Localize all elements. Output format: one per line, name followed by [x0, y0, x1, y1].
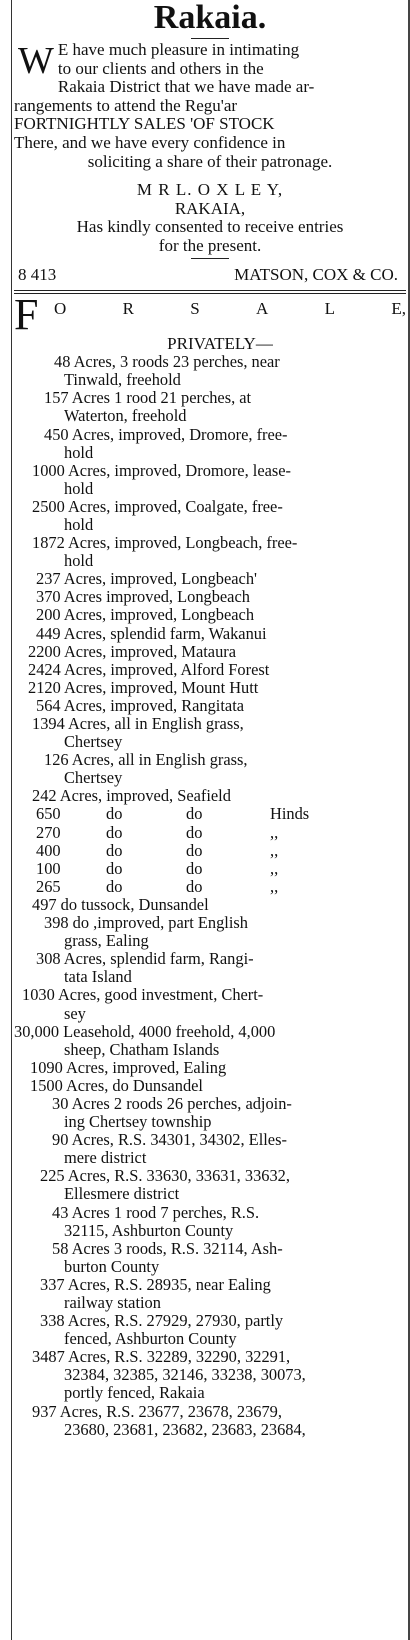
- spread-letter: E,: [391, 298, 406, 318]
- hinds-cell: 100: [36, 858, 61, 878]
- hinds-row: [14, 805, 406, 823]
- entry-line: 225 Acres, R.S. 33630, 33631, 33632,: [40, 1166, 290, 1186]
- entry-line: 58 Acres 3 roods, R.S. 32114, Ash-: [52, 1238, 283, 1258]
- spread-letters: [54, 297, 406, 319]
- for-sale-header: [14, 289, 406, 339]
- signature-row: [18, 265, 398, 285]
- entry-continuation: burton County: [64, 1256, 160, 1276]
- entry-line: 564 Acres, improved, Rangitata: [36, 695, 245, 715]
- notice-block: [14, 41, 406, 285]
- property-entry: [14, 534, 406, 570]
- hinds-cell: 400: [36, 840, 61, 860]
- entry-line: 242 Acres, improved, Seafield: [32, 786, 231, 806]
- column-divider: [11, 0, 12, 1640]
- notice-line: soliciting a share of their patronage.: [87, 151, 333, 171]
- entry-line: 30,000 Leasehold, 4000 freehold, 4,000: [14, 1021, 276, 1041]
- hinds-cell: ,,: [270, 822, 279, 842]
- entry-line: 1000 Acres, improved, Dromore, lease-: [32, 460, 291, 480]
- property-entry: [14, 353, 406, 389]
- property-list: [14, 896, 406, 1439]
- property-entry: [14, 1077, 406, 1095]
- entry-continuation: 32384, 32385, 32146, 33238, 30073,: [64, 1365, 306, 1385]
- agent-place: RAKAIA,: [174, 198, 246, 218]
- for-sale-block: [14, 289, 406, 1439]
- hinds-cell: ,,: [270, 840, 279, 860]
- notice-line: FORTNIGHTLY SALES 'OF STOCK: [14, 114, 275, 134]
- entry-line: 937 Acres, R.S. 23677, 23678, 23679,: [32, 1401, 282, 1421]
- entry-line: 1500 Acres, do Dunsandel: [30, 1075, 203, 1095]
- property-entry: [14, 643, 406, 661]
- entry-line: 30 Acres 2 roods 26 perches, adjoin-: [52, 1093, 292, 1113]
- entry-line: 1030 Acres, good investment, Chert-: [22, 985, 264, 1005]
- hinds-row: [14, 824, 406, 842]
- entry-line: 1090 Acres, improved, Ealing: [30, 1057, 227, 1077]
- spread-letter: R: [122, 298, 134, 318]
- property-entry: [14, 1240, 406, 1276]
- entry-line: 200 Acres, improved, Longbeach: [36, 605, 255, 625]
- entry-line: 1872 Acres, improved, Longbeach, free-: [32, 533, 298, 553]
- hinds-row: [14, 860, 406, 878]
- entry-continuation: hold: [64, 514, 94, 534]
- entry-continuation: Chertsey: [64, 768, 123, 788]
- notice-line: to our clients and others in the: [57, 58, 264, 78]
- entry-line: 370 Acres improved, Longbeach: [36, 587, 250, 607]
- hinds-cell: do: [106, 858, 123, 878]
- property-entry: [14, 1131, 406, 1167]
- hinds-cell: do: [106, 876, 123, 896]
- property-list: [14, 353, 406, 805]
- hinds-cell: do: [106, 804, 123, 824]
- entry-line: 449 Acres, splendid farm, Wakanui: [36, 623, 267, 643]
- property-entry: [14, 588, 406, 606]
- entry-line: 2424 Acres, improved, Alford Forest: [28, 659, 270, 679]
- property-entry: [14, 389, 406, 425]
- short-rule: [191, 258, 229, 259]
- property-entry: [14, 426, 406, 462]
- consent-line: Has kindly consented to receive entries: [76, 217, 344, 237]
- property-entry: [14, 570, 406, 588]
- entry-continuation: portly fenced, Rakaia: [64, 1383, 205, 1403]
- entry-line: 3487 Acres, R.S. 32289, 32290, 32291,: [32, 1347, 291, 1367]
- entry-line: 497 do tussock, Dunsandel: [32, 894, 209, 914]
- entry-line: 337 Acres, R.S. 28935, near Ealing: [40, 1274, 271, 1294]
- entry-line: 2200 Acres, improved, Mataura: [28, 641, 237, 661]
- spread-letter: A: [256, 298, 269, 318]
- drop-cap: W: [18, 40, 54, 82]
- entry-continuation: hold: [64, 551, 94, 571]
- property-entry: [14, 1204, 406, 1240]
- entry-continuation: Waterton, freehold: [64, 406, 187, 426]
- big-letter: F: [14, 289, 39, 339]
- property-entry: [14, 1095, 406, 1131]
- property-entry: [14, 625, 406, 643]
- entry-line: 398 do ,improved, part English: [44, 913, 248, 933]
- hinds-cell: do: [186, 858, 203, 878]
- hinds-cell: Hinds: [270, 804, 310, 824]
- entry-line: 48 Acres, 3 roods 23 perches, near: [54, 352, 280, 372]
- entry-continuation: railway station: [64, 1293, 161, 1312]
- hinds-table: [14, 805, 406, 895]
- property-entry: [14, 697, 406, 715]
- property-entry: [14, 751, 406, 787]
- entry-continuation: fenced, Ashburton County: [64, 1329, 237, 1349]
- hinds-cell: 650: [36, 804, 61, 824]
- spread-letter: L: [324, 298, 336, 318]
- entry-line: 2120 Acres, improved, Mount Hutt: [28, 677, 259, 697]
- property-entry: [14, 914, 406, 950]
- property-entry: [14, 715, 406, 751]
- property-entry: [14, 896, 406, 914]
- double-rule: [14, 290, 406, 294]
- agent-name: M R L. O X L E Y,: [136, 180, 284, 200]
- entry-line: 157 Acres 1 rood 21 perches, at: [44, 388, 252, 408]
- entry-line: 450 Acres, improved, Dromore, free-: [44, 424, 288, 444]
- entry-line: 43 Acres 1 rood 7 perches, R.S.: [52, 1202, 260, 1222]
- property-entry: [14, 679, 406, 697]
- property-entry: [14, 1059, 406, 1077]
- property-entry: [14, 950, 406, 986]
- entry-line: 126 Acres, all in English grass,: [44, 750, 248, 770]
- notice-line: Rakaia District that we have made ar-: [57, 77, 315, 97]
- consent-line: for the present.: [158, 235, 262, 255]
- property-entry: [14, 661, 406, 679]
- hinds-row: [14, 878, 406, 896]
- property-entry: [14, 606, 406, 624]
- short-rule: [191, 38, 229, 39]
- hinds-cell: do: [186, 804, 203, 824]
- property-entry: [14, 1276, 406, 1312]
- hinds-cell: do: [106, 840, 123, 860]
- property-entry: [14, 1348, 406, 1402]
- page-heading: Rakaia.: [153, 0, 267, 36]
- entry-continuation: 32115, Ashburton County: [64, 1220, 234, 1240]
- signature: MATSON, COX & CO.: [234, 264, 398, 284]
- notice-line: There, and we have every confidence in: [14, 132, 286, 152]
- property-entry: [14, 462, 406, 498]
- property-entry: [14, 986, 406, 1022]
- entry-line: 237 Acres, improved, Longbeach': [36, 569, 257, 589]
- entry-line: 338 Acres, R.S. 27929, 27930, partly: [40, 1311, 284, 1331]
- hinds-cell: ,,: [270, 876, 279, 896]
- hinds-cell: 270: [36, 822, 61, 842]
- privately-label: PRIVATELY—: [167, 333, 273, 353]
- spread-letter: O: [54, 298, 67, 318]
- entry-continuation: sheep, Chatham Islands: [64, 1039, 220, 1059]
- reference-number: 8 413: [18, 264, 57, 284]
- entry-continuation: hold: [64, 478, 94, 498]
- property-entry: [14, 1312, 406, 1348]
- advertisement-column: [14, 0, 406, 1439]
- entry-continuation: hold: [64, 442, 94, 462]
- entry-continuation: Ellesmere district: [64, 1184, 180, 1204]
- hinds-cell: do: [186, 840, 203, 860]
- property-entry: [14, 498, 406, 534]
- entry-continuation: Chertsey: [64, 732, 123, 752]
- entry-line: 2500 Acres, improved, Coalgate, free-: [32, 496, 283, 516]
- entry-continuation: 23680, 23681, 23682, 23683, 23684,: [64, 1419, 306, 1439]
- entry-continuation: grass, Ealing: [64, 931, 149, 951]
- spread-letter: S: [190, 298, 200, 318]
- hinds-cell: do: [106, 822, 123, 842]
- entry-continuation: sey: [64, 1003, 86, 1023]
- property-entry: [14, 787, 406, 805]
- entry-continuation: tata Island: [64, 967, 132, 987]
- hinds-cell: do: [186, 876, 203, 896]
- notice-line: rangements to attend the Regu'ar: [14, 95, 238, 115]
- entry-continuation: Tinwald, freehold: [64, 370, 181, 390]
- hinds-cell: do: [186, 822, 203, 842]
- entry-line: 308 Acres, splendid farm, Rangi-: [36, 949, 254, 969]
- hinds-cell: 265: [36, 876, 61, 896]
- property-entry: [14, 1167, 406, 1203]
- property-entry: [14, 1403, 406, 1439]
- hinds-row: [14, 842, 406, 860]
- notice-line: E have much pleasure in intimating: [57, 40, 300, 59]
- entry-continuation: ing Chertsey township: [64, 1112, 212, 1132]
- entry-line: 90 Acres, R.S. 34301, 34302, Elles-: [52, 1130, 287, 1150]
- property-entry: [14, 1023, 406, 1059]
- entry-continuation: mere district: [64, 1148, 147, 1168]
- hinds-cell: ,,: [270, 858, 279, 878]
- entry-line: 1394 Acres, all in English grass,: [32, 714, 244, 733]
